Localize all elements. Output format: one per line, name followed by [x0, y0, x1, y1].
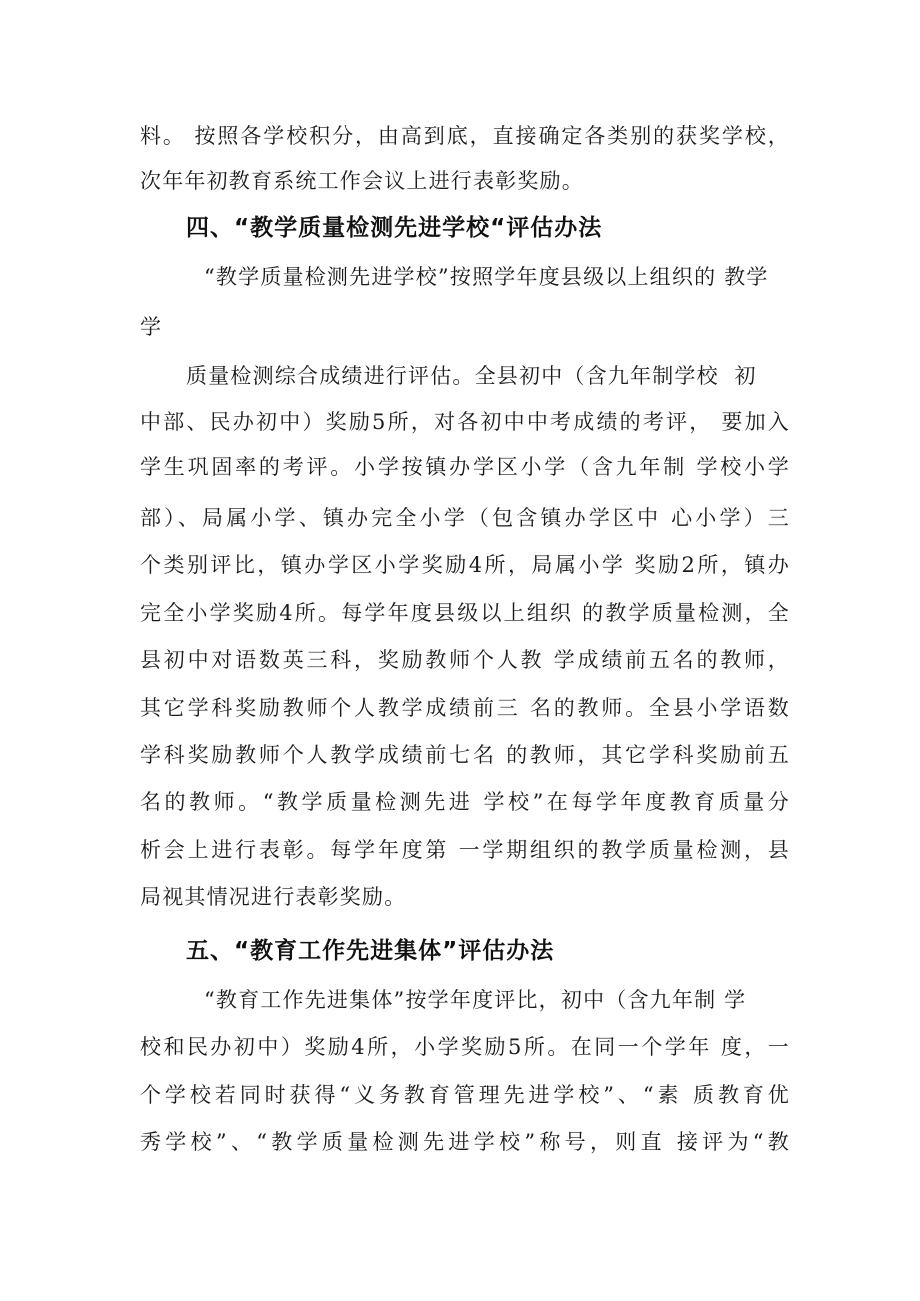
text-line: 中部、民办初中）奖励5所，对各初中中考成绩的考评， 要加入 — [140, 410, 790, 434]
paragraph-first-line: 质量检测综合成绩进行评估。全县初中（含九年制学校 初 — [186, 364, 757, 388]
text-line: 学 — [140, 315, 163, 339]
text-line: 个学校若同时获得“义务教育管理先进学校”、“素 质教育优 — [140, 1083, 790, 1107]
paragraph-first-line: “教育工作先进集体”按学年度评比，初中（含九年制 学 — [204, 988, 747, 1012]
text-line: 部）、局属小学、镇办完全小学（包含镇办学区中 心小学）三 — [140, 506, 790, 530]
text-line: 其它学科奖励教师个人教学成绩前三 名的教师。全县小学语数 — [140, 696, 790, 720]
text-line: 名的教师。“教学质量检测先进 学校”在每学年度教育质量分 — [140, 790, 790, 814]
text-line: 析会上进行表彰。每学年度第 一学期组织的教学质量检测，县 — [140, 838, 790, 862]
paragraph-first-line: “教学质量检测先进学校”按照学年度县级以上组织的 教学 — [204, 265, 769, 289]
text-line: 次年年初教育系统工作会议上进行表彰奖励。 — [140, 169, 584, 193]
section-heading-5: 五、“教育工作先进集体”评估办法 — [186, 938, 555, 964]
text-line: 校和民办初中）奖励4所，小学奖励5所。在同一个学年 度，一 — [140, 1035, 790, 1059]
text-line: 局视其情况进行表彰奖励。 — [140, 885, 407, 909]
text-line: 秀学校”、“教学质量检测先进学校”称号，则直 接评为“教 — [140, 1130, 790, 1154]
text-line: 料。 按照各学校积分，由高到底，直接确定各类别的获奖学校， — [140, 124, 790, 148]
text-line: 完全小学奖励4所。每学年度县级以上组织 的教学质量检测，全 — [140, 601, 790, 625]
text-line: 县初中对语数英三科，奖励教师个人教 学成绩前五名的教师， — [140, 648, 790, 672]
text-line: 个类别评比，镇办学区小学奖励4所，局属小学 奖励2所，镇办 — [140, 553, 790, 577]
section-heading-4: 四、“教学质量检测先进学校“评估办法 — [186, 215, 603, 241]
text-line: 学生巩固率的考评。小学按镇办学区小学（含九年制 学校小学 — [140, 455, 790, 479]
text-line: 学科奖励教师个人教学成绩前七名 的教师，其它学科奖励前五 — [140, 743, 790, 767]
